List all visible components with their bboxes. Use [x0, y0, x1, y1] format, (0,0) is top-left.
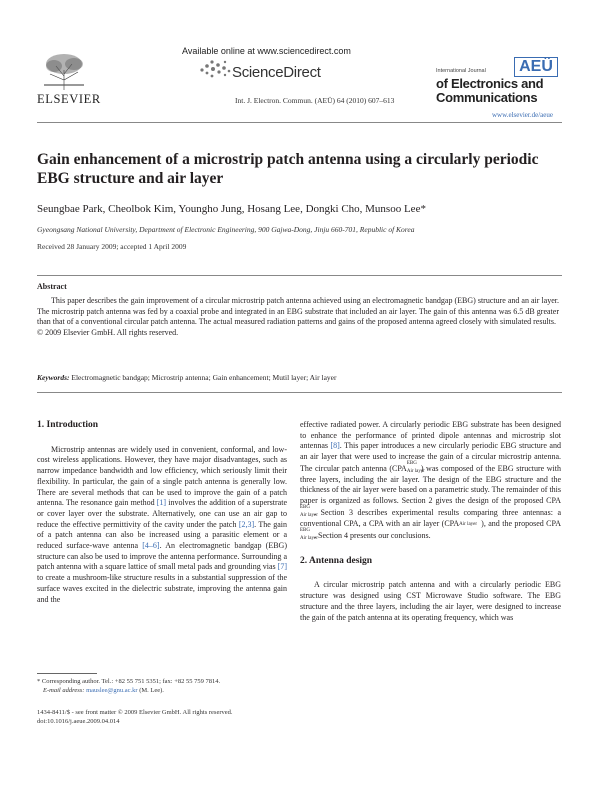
left-column [37, 420, 287, 605]
ref-4-6-link[interactable]: [4–6] [142, 541, 160, 551]
corresponding-author-note: * Corresponding author. Tel.: +82 55 751 5351; fax: +82 55 759 7814. [37, 678, 221, 685]
article-affiliation: Gyeongsang National University, Department of Electronic Engineering, 900 Gajwa-Dong, Jinju 660-701, Republic of Korea [37, 225, 415, 234]
doi-line: doi:10.1016/j.aeue.2009.04.014 [37, 718, 120, 725]
ref-7-link[interactable]: [7] [277, 562, 287, 572]
keywords-line [37, 373, 337, 382]
intro-paragraph: Microstrip antennas are widely used in convenient, conformal, and low-cost wireless applications. However, they have major disadvantages, such as narrow impedance bandwidth and low efficiency, which seriously limit their flexibility. In particular, the gain of a single patch antenna is generally low. There are several methods that can be used to improve the gain of a patch antenna. The resonance gain method [1] involves the addition of a superstrate or cover layer over the substrate. Alternatively, one can use an air gap to reduce the effective permittivity of the cavity under the patch [2,3]. The gain of a patch antenna can also be increased using a parasitic element or a reduced surface-wave antenna [4–6]. An electromagnetic bandgap (EBG) structure can also be used to improve the antenna performance. Surrounding a patch antenna with a square lattice of small metal pads and grounding vias [7] to create a mushroom-like structure results in a substantial suppression of the surface waves excited in the dielectric substrate, improving the antenna gain and the [37, 444, 288, 604]
section-1-heading: 1. Introduction [37, 420, 99, 430]
keywords-list: Electromagnetic bandgap; Microstrip antenna; Gain enhancement; Mutil layer; Air layer [71, 373, 337, 382]
abstract-text: This paper describes the gain improvement of a circular microstrip patch antenna achieved using an electromagnetic bandgap (EBG) structure and an air layer. The microstrip patch antenna was fed by a coaxial probe and integrated in an EBG substrate that included an air layer. The gain of this antenna was 6.5 dB greater than that of a conventional circular patch antenna. The actual measured radiation patterns and gains of the proposed antenna agreed closely with simulated results. [37, 296, 559, 326]
email-link[interactable]: mauslee@gnu.ac.kr [86, 687, 138, 694]
section-2-heading: 2. Antenna design [300, 555, 373, 566]
aeu-international-journal: International Journal [436, 68, 486, 74]
elsevier-tree-logo-icon [38, 52, 90, 92]
sciencedirect-logo-icon [198, 58, 232, 80]
article-authors: Seungbae Park, Cheolbok Kim, Youngho Jung, Hosang Lee, Dongki Cho, Munsoo Lee* [37, 203, 426, 215]
abstract-body [37, 296, 559, 338]
ref-2-3-link[interactable]: [2,3] [238, 519, 255, 529]
available-online-text: Available online at www.sciencedirect.com [182, 46, 351, 56]
footnote-rule [37, 673, 97, 674]
aeu-title-line2: of Electronics and [436, 76, 544, 91]
email-note: E-mail address: mauslee@gnu.ac.kr (M. Lee). [43, 687, 164, 694]
aeu-title-line3: Communications [436, 90, 538, 105]
ref-1-link[interactable]: [1] [156, 498, 167, 508]
journal-reference: Int. J. Electron. Commun. (AEÜ) 64 (2010) 607–613 [235, 96, 395, 105]
abstract-top-rule [37, 275, 562, 276]
aeu-box-logo: AEÜ [514, 57, 558, 77]
antenna-design-paragraph: A circular microstrip patch antenna and with a circularly periodic EBG structure was designed using CST Microwave Studio software. The EBG structure and the three layers, including the air layer, were designed to increase the gain of the patch antenna at its operating frequency, which was [300, 580, 561, 622]
abstract-copyright: © 2009 Elsevier GmbH. All rights reserved. [37, 327, 179, 337]
header-rule [37, 122, 562, 123]
issn-line: 1434-8411/$ - see front matter © 2009 Elsevier GmbH. All rights reserved. [37, 709, 233, 716]
intro-paragraph-continued: effective radiated power. A circularly periodic EBG substrate has been designed to enhance the performance of printed dipole antennas and microstrip slot antennas [8]. This paper introduces a new circularly periodic EBG structure and an air layer that were used to increase the gain of a circular microstrip antenna. The circular patch antenna (CPA EBG Air layer ) was composed of the EBG structure with three layers, including the air layer. The design of the EBG structure and the thickness of the air layer were based on a parametric study. The remainder of this paper is organized as follows. Section 2 gives the design of the proposed CPA EBG Air layer . Section 3 describes experimental results comparing three antennas: a conventional CPA, a CPA with an air layer (CPA Air layer ), and the proposed CPA EBG Air layer . Section 4 presents our conclusions. [300, 420, 561, 542]
keywords-label: Keywords: [37, 373, 70, 382]
aeu-url-link[interactable]: www.elsevier.de/aeue [492, 111, 553, 119]
article-title: Gain enhancement of a microstrip patch antenna using a circularly periodic EBG structure and air layer [37, 151, 539, 187]
article-received-date: Received 28 January 2009; accepted 1 April 2009 [37, 242, 187, 251]
right-column [300, 420, 561, 623]
ref-8-link[interactable]: [8] [330, 441, 340, 451]
abstract-bottom-rule [37, 392, 562, 393]
elsevier-wordmark: ELSEVIER [37, 92, 101, 106]
sciencedirect-wordmark: ScienceDirect [232, 64, 321, 81]
abstract-heading: Abstract [37, 282, 67, 291]
footnotes [37, 677, 292, 726]
